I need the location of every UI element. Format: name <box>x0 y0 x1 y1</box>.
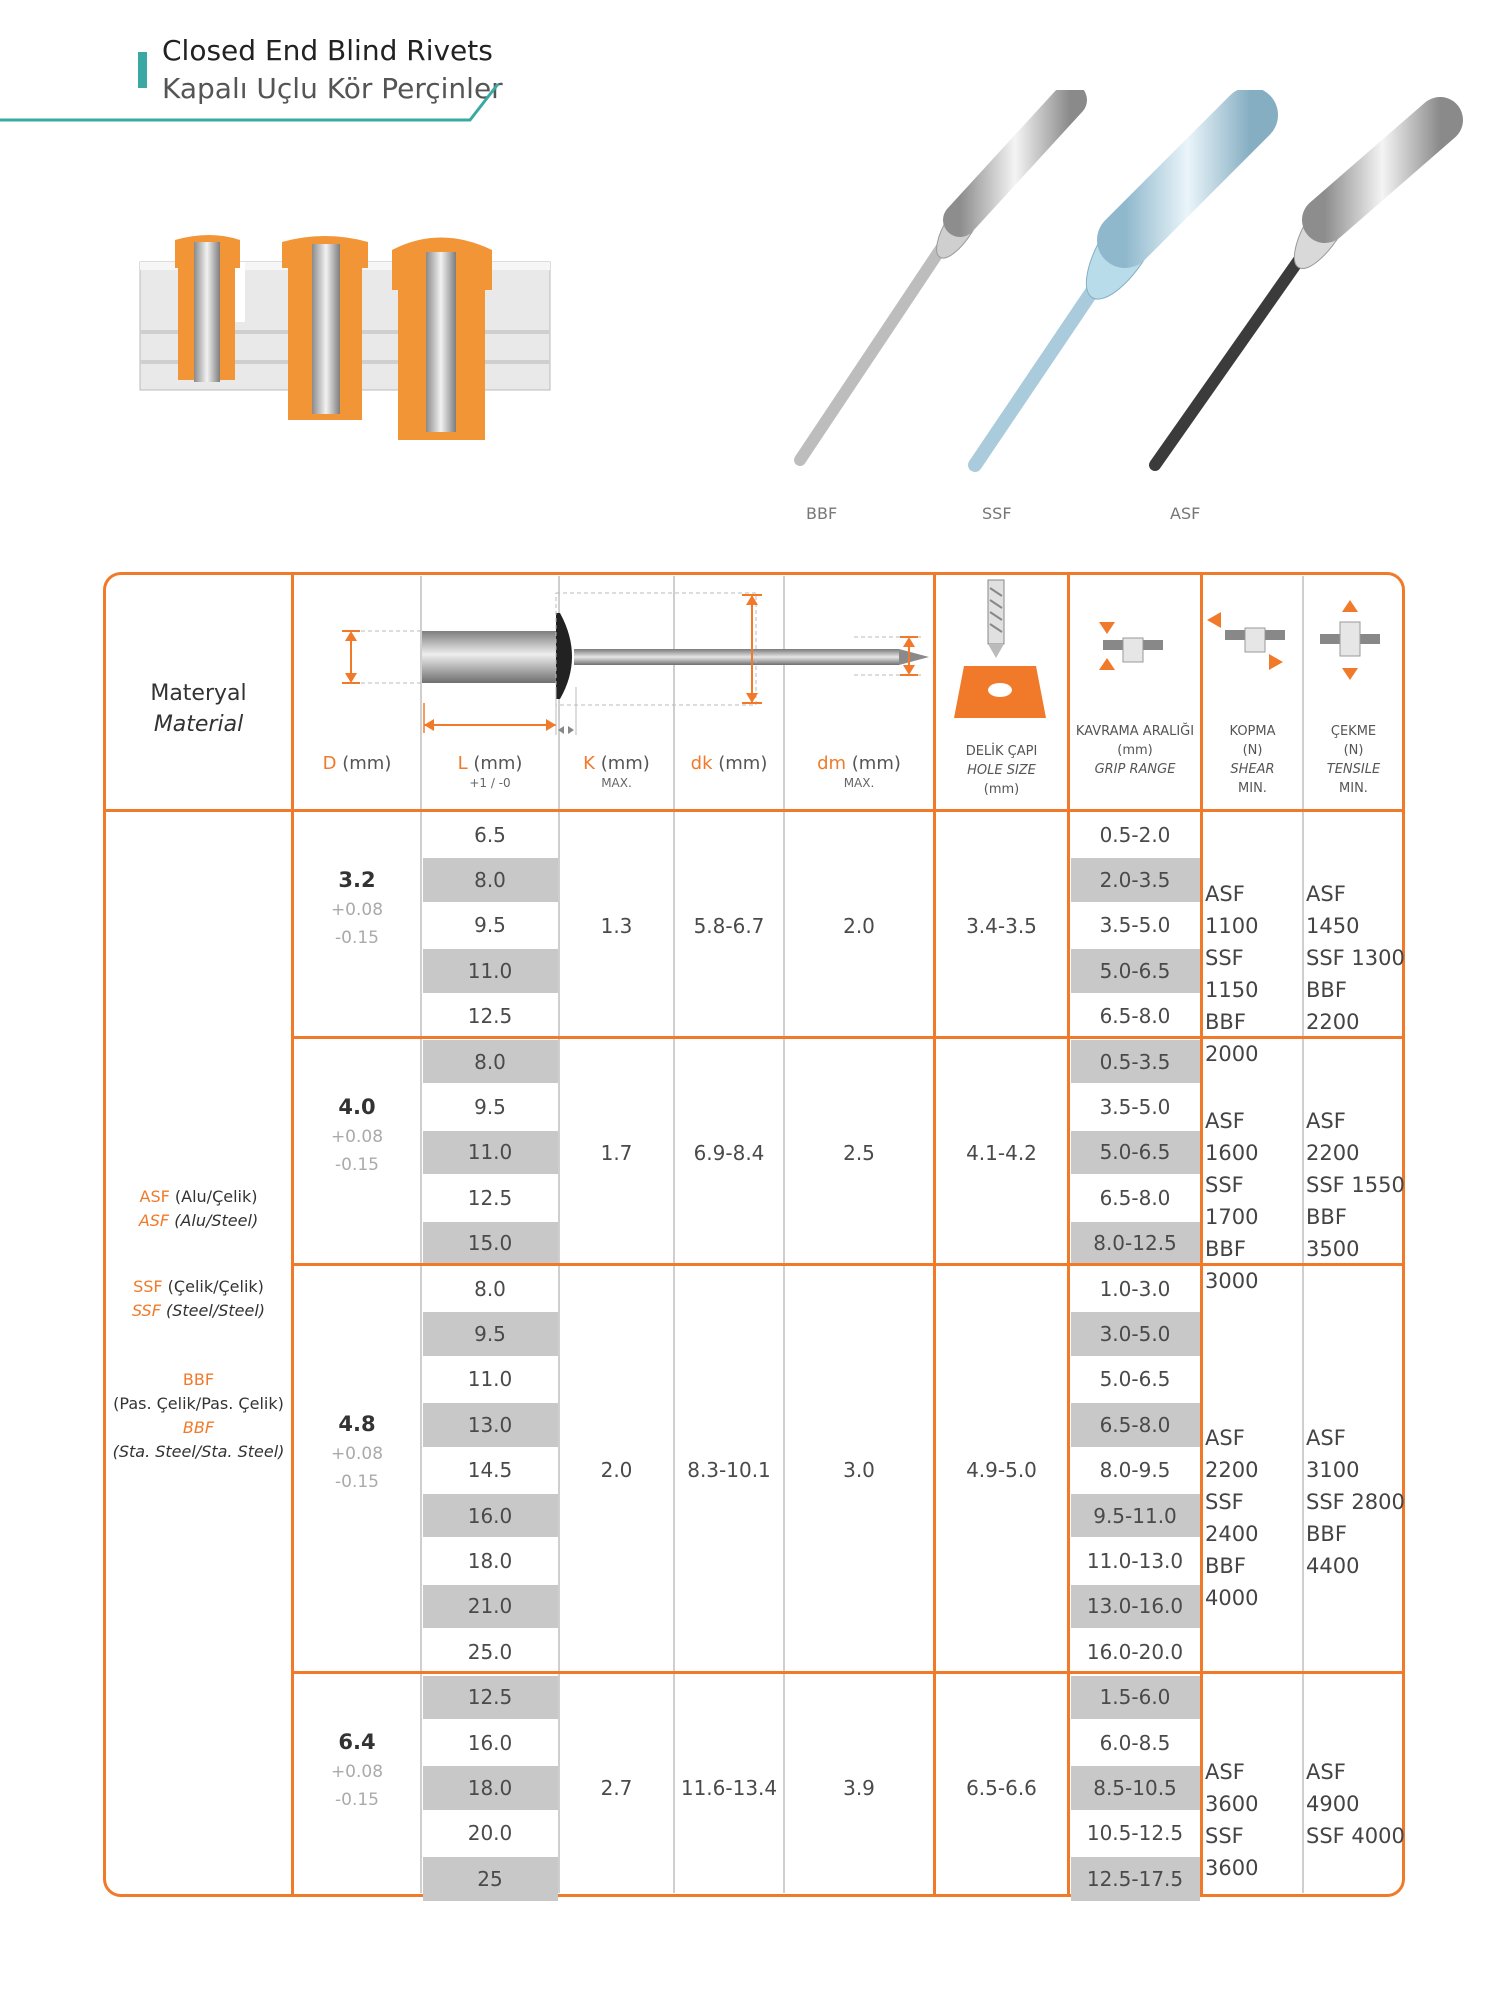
length-cell: 9.5 <box>474 1322 506 1347</box>
force-line: BBF 2000 <box>1205 1009 1259 1066</box>
tolerance-minus: -0.15 <box>335 927 379 948</box>
col-header-l: L (mm) +1 / -0 <box>457 753 523 790</box>
force-line: BBF 4400 <box>1306 1522 1360 1579</box>
grip-range-cell: 8.0-9.5 <box>1099 1458 1171 1483</box>
grip-range-cell: 0.5-2.0 <box>1099 822 1171 847</box>
dk-cell: 6.9-8.4 <box>693 1140 765 1165</box>
length-cell: 20.0 <box>467 1821 513 1846</box>
hole-size-cell: 4.1-4.2 <box>966 1140 1037 1165</box>
grip-range-cell: 11.0-13.0 <box>1086 1549 1184 1574</box>
grip-range-cell: 6.5-8.0 <box>1099 1185 1171 1210</box>
hole-size-cell: 6.5-6.6 <box>966 1776 1037 1801</box>
tolerance-minus: -0.15 <box>335 1154 379 1175</box>
diameter-cell <box>294 1730 420 1810</box>
length-cell: 16.0 <box>467 1730 513 1755</box>
grip-range-cell: 8.5-10.5 <box>1093 1776 1177 1801</box>
force-line: ASF 2200 <box>1306 1108 1360 1165</box>
col-header-tensile: ÇEKME (N) TENSILE MIN. <box>1326 724 1381 796</box>
material-ssf: SSF (Çelik/Çelik) SSF (Steel/Steel) <box>131 1277 266 1320</box>
length-cell: 8.0 <box>474 868 506 893</box>
diameter-value: 3.2 <box>338 867 376 892</box>
dm-cell: 2.0 <box>843 913 875 938</box>
grip-range-cell: 10.5-12.5 <box>1086 1821 1184 1846</box>
length-cell: 18.0 <box>467 1776 513 1801</box>
length-cell: 25 <box>477 1866 503 1891</box>
col-header-grip: KAVRAMA ARALIĞI (mm) GRIP RANGE <box>1075 724 1195 777</box>
material-bbf: BBF (Pas. Çelik/Pas. Çelik) BBF (Sta. Steel/Sta. Steel) <box>112 1370 285 1461</box>
divider-shear <box>1302 576 1304 1893</box>
force-line: SSF 2400 <box>1205 1490 1259 1547</box>
tensile-values <box>1306 1105 1405 1265</box>
tolerance-plus: +0.08 <box>330 1444 384 1465</box>
diameter-value: 6.4 <box>338 1730 376 1755</box>
tolerance-plus: +0.08 <box>330 1762 384 1783</box>
dk-cell: 11.6-13.4 <box>680 1776 778 1801</box>
hole-size-cell: 3.4-3.5 <box>966 913 1037 938</box>
force-line: ASF 2200 <box>1205 1426 1259 1483</box>
material-asf: ASF (Alu/Çelik) ASF (Alu/Steel) <box>138 1187 259 1230</box>
force-line: BBF 3000 <box>1205 1236 1259 1293</box>
length-cell: 14.5 <box>467 1458 513 1483</box>
k-cell: 1.3 <box>600 913 633 938</box>
force-line: BBF 2200 <box>1306 977 1360 1034</box>
length-cell: 12.5 <box>467 1685 513 1710</box>
rivet-products-image <box>780 90 1480 490</box>
product-label-bbf: BBF <box>806 504 838 523</box>
grip-range-cell: 3.0-5.0 <box>1099 1322 1171 1347</box>
force-line: SSF 3600 <box>1205 1824 1259 1881</box>
grip-range-cell: 5.0-6.5 <box>1099 1140 1171 1165</box>
grip-range-cell: 1.5-6.0 <box>1099 1685 1171 1710</box>
length-cell: 15.0 <box>467 1231 513 1256</box>
tolerance-minus: -0.15 <box>335 1472 379 1493</box>
tensile-values <box>1306 1756 1405 1852</box>
force-line: ASF 3100 <box>1306 1426 1360 1483</box>
force-line: SSF 1150 <box>1205 945 1259 1002</box>
dm-cell: 3.0 <box>843 1458 875 1483</box>
tensile-values <box>1306 878 1405 1038</box>
grip-range-cell: 0.5-3.5 <box>1099 1049 1171 1074</box>
grip-range-cell: 9.5-11.0 <box>1093 1503 1177 1528</box>
force-line: SSF 1300 <box>1306 945 1405 970</box>
rivet-cutaway-image <box>130 230 570 450</box>
shear-values <box>1205 1422 1302 1614</box>
length-cell: 9.5 <box>474 913 506 938</box>
shear-values <box>1205 1105 1302 1297</box>
length-cell: 12.5 <box>467 1004 513 1029</box>
force-line: ASF 3600 <box>1205 1760 1259 1817</box>
page-subtitle: Kapalı Uçlu Kör Perçinler <box>162 72 503 105</box>
dm-cell: 2.5 <box>843 1140 875 1165</box>
diameter-cell <box>294 868 420 948</box>
grip-range-cell: 16.0-20.0 <box>1086 1639 1184 1664</box>
force-line: SSF 4000 <box>1306 1824 1405 1849</box>
shear-values <box>1205 1756 1302 1884</box>
product-label-ssf: SSF <box>982 504 1012 523</box>
rivet-dimension-diagram <box>294 575 932 745</box>
length-cell: 16.0 <box>467 1503 513 1528</box>
grip-range-cell: 13.0-16.0 <box>1086 1594 1184 1619</box>
length-cell: 25.0 <box>467 1639 513 1664</box>
hole-size-cell: 4.9-5.0 <box>966 1458 1037 1483</box>
force-line: ASF 1600 <box>1205 1108 1259 1165</box>
dk-cell: 8.3-10.1 <box>687 1458 771 1483</box>
length-cell: 8.0 <box>474 1049 506 1074</box>
length-cell: 11.0 <box>467 958 513 983</box>
grip-range-cell: 6.0-8.5 <box>1099 1730 1171 1755</box>
k-cell: 2.0 <box>600 1458 633 1483</box>
grip-range-cell: 3.5-5.0 <box>1099 1095 1171 1120</box>
tensile-icon <box>1310 598 1390 698</box>
col-header-dk: dk (mm) <box>690 753 768 774</box>
grip-range-icon <box>1095 620 1175 680</box>
shear-icon <box>1205 610 1300 680</box>
grip-range-cell: 8.0-12.5 <box>1093 1231 1177 1256</box>
force-line: SSF 2800 <box>1306 1490 1405 1515</box>
tolerance-plus: +0.08 <box>330 899 384 920</box>
grip-range-cell: 2.0-3.5 <box>1099 868 1171 893</box>
product-label-asf: ASF <box>1170 504 1201 523</box>
tolerance-minus: -0.15 <box>335 1790 379 1811</box>
length-cell: 11.0 <box>467 1367 513 1392</box>
shear-values <box>1205 878 1302 1070</box>
page-title: Closed End Blind Rivets <box>162 34 493 67</box>
grip-range-cell: 3.5-5.0 <box>1099 913 1171 938</box>
force-line: ASF 4900 <box>1306 1760 1360 1817</box>
grip-range-cell: 12.5-17.5 <box>1086 1866 1184 1891</box>
material-header-en: Material <box>153 712 244 737</box>
force-line: SSF 1550 <box>1306 1172 1405 1197</box>
material-header-tr: Materyal <box>150 681 247 706</box>
col-header-d: D (mm) <box>322 753 392 774</box>
length-cell: 21.0 <box>467 1594 513 1619</box>
grip-range-cell: 1.0-3.0 <box>1099 1276 1171 1301</box>
dm-cell: 3.9 <box>843 1776 875 1801</box>
length-cell: 13.0 <box>467 1412 513 1437</box>
material-header <box>106 678 291 740</box>
length-cell: 11.0 <box>467 1140 513 1165</box>
col-header-hole: DELİK ÇAPI HOLE SIZE (mm) <box>965 744 1038 797</box>
header-underline <box>0 80 520 130</box>
grip-range-cell: 5.0-6.5 <box>1099 1367 1171 1392</box>
length-cell: 9.5 <box>474 1095 506 1120</box>
diameter-cell <box>294 1412 420 1492</box>
diameter-value: 4.0 <box>338 1094 376 1119</box>
grip-range-cell: 6.5-8.0 <box>1099 1004 1171 1029</box>
col-header-k: K (mm) MAX. <box>583 753 650 790</box>
length-cell: 6.5 <box>474 822 506 847</box>
diameter-cell <box>294 1095 420 1175</box>
dk-cell: 5.8-6.7 <box>693 913 765 938</box>
grip-range-cell: 6.5-8.0 <box>1099 1412 1171 1437</box>
col-header-shear: KOPMA (N) SHEAR MIN. <box>1229 724 1276 796</box>
col-header-dm: dm (mm) MAX. <box>817 753 901 790</box>
tensile-values <box>1306 1422 1405 1582</box>
force-line: SSF 1700 <box>1205 1172 1259 1229</box>
grip-range-cell: 5.0-6.5 <box>1099 958 1171 983</box>
length-cell: 8.0 <box>474 1276 506 1301</box>
length-cell: 12.5 <box>467 1185 513 1210</box>
force-line: BBF 4000 <box>1205 1554 1259 1611</box>
length-cell: 18.0 <box>467 1549 513 1574</box>
diameter-value: 4.8 <box>338 1412 376 1437</box>
k-cell: 1.7 <box>600 1140 633 1165</box>
bbf-rivet-photo <box>800 100 1070 460</box>
force-line: BBF 3500 <box>1306 1204 1360 1261</box>
drill-hole-icon <box>950 578 1050 718</box>
force-line: ASF 1450 <box>1306 881 1360 938</box>
force-line: ASF 1100 <box>1205 881 1259 938</box>
k-cell: 2.7 <box>600 1776 633 1801</box>
tolerance-plus: +0.08 <box>330 1126 384 1147</box>
